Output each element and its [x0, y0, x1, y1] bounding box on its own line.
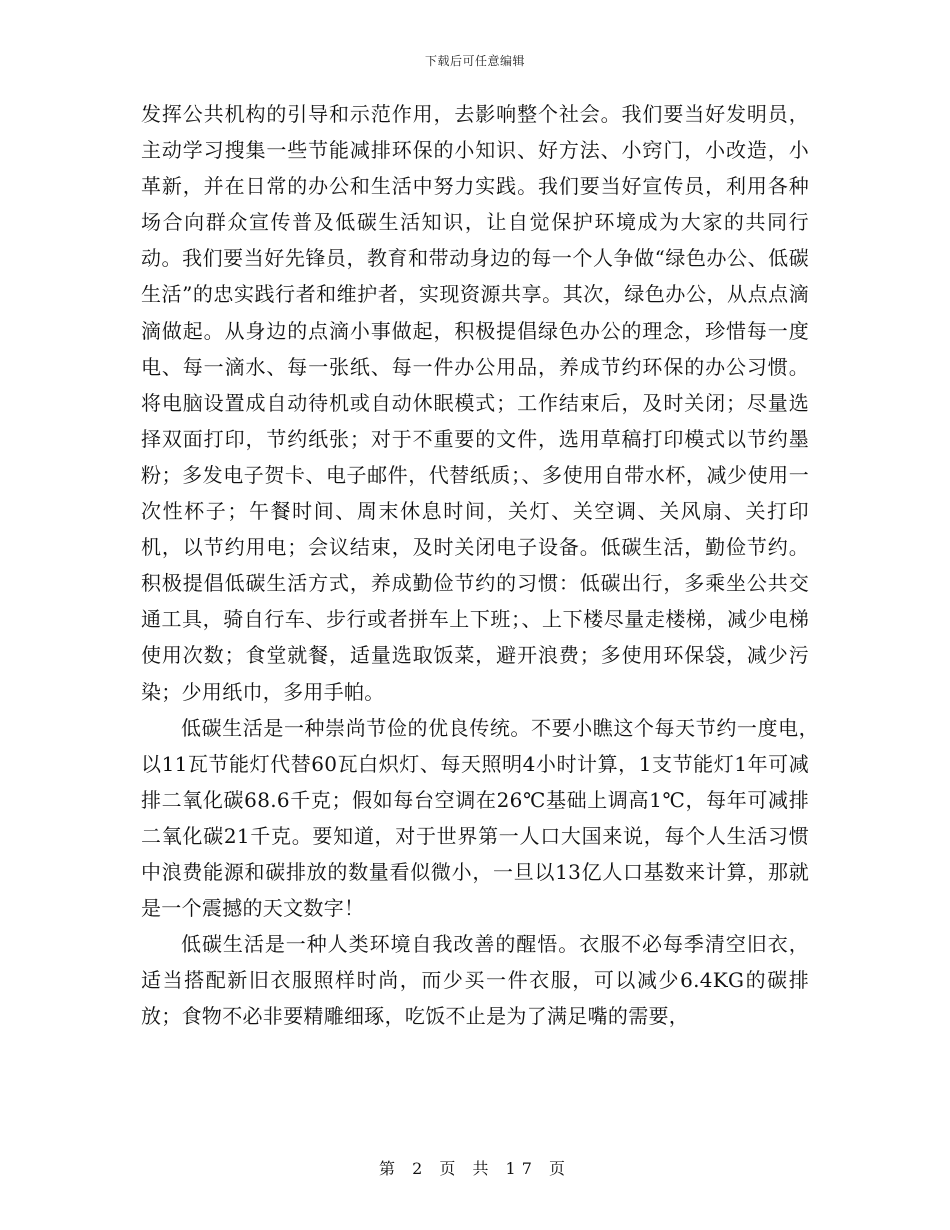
paragraph-1: 发挥公共机构的引导和示范作用，去影响整个社会。我们要当好发明员，主动学习搜集一些节能减排环保的小知识、好方法、小窍门，小改造，小革新，并在日常的办公和生活中努力实践。我们要当好宣传员，利用各种场合向群众宣传普及低碳生活知识，让自觉保护环境成为大家的共同行动。我们要当好先锋员，教育和带动身边的每一个人争做“绿色办公、低碳生活”的忠实践行者和维护者，实现资源共享。其次，绿色办公，从点点滴滴做起。从身边的点滴小事做起，积极提倡绿色办公的理念，珍惜每一度电、每一滴水、每一张纸、每一件办公用品，养成节约环保的办公习惯。将电脑设置成自动待机或自动休眠模式；工作结束后，及时关闭；尽量选择双面打印，节约纸张；对于不重要的文件，选用草稿打印模式以节约墨粉；多发电子贺卡、电子邮件，代替纸质；、多使用自带水杯，减少使用一次性杯子；午餐时间、周末休息时间，关灯、关空调、关风扇、关打印机，以节约用电；会议结束，及时关闭电子设备。低碳生活，勤俭节约。积极提倡低碳生活方式，养成勤俭节约的习惯：低碳出行，多乘坐公共交通工具，骑自行车、步行或者拼车上下班；、上下楼尽量走楼梯，减少电梯使用次数；食堂就餐，适量选取饭菜，避开浪费；多使用环保袋，减少污染；少用纸巾，多用手帕。	[141, 102, 809, 704]
header-note: 下载后可任意编辑	[424, 54, 525, 68]
page-number: 第 2 页 共 17 页	[379, 1159, 571, 1178]
paragraph-2: 低碳生活是一种崇尚节俭的优良传统。不要小瞧这个每天节约一度电， 以11瓦节能灯代替60瓦白炽灯、每天照明4小时计算，1支节能灯1年可减排二氧化碳68.6千克；假如每台空调在26℃基础上调高1℃，每年可减排二氧化碳21千克。要知道，对于世界第一人口大国来说，每个人生活习惯中浪费能源和碳排放的数量看似微小，一旦以13亿人口基数来计算，那就是一个震撼的天文数字！	[141, 715, 830, 921]
paragraph-3: 低碳生活是一种人类环境自我改善的醒悟。衣服不必每季清空旧衣，适当搭配新旧衣服照样时尚，而少买一件衣服，可以减少6.4KG的碳排放；食物不必非要精雕细琢，吃饭不止是为了满足嘴的需要，	[141, 932, 809, 1029]
document-body	[141, 96, 830, 1034]
